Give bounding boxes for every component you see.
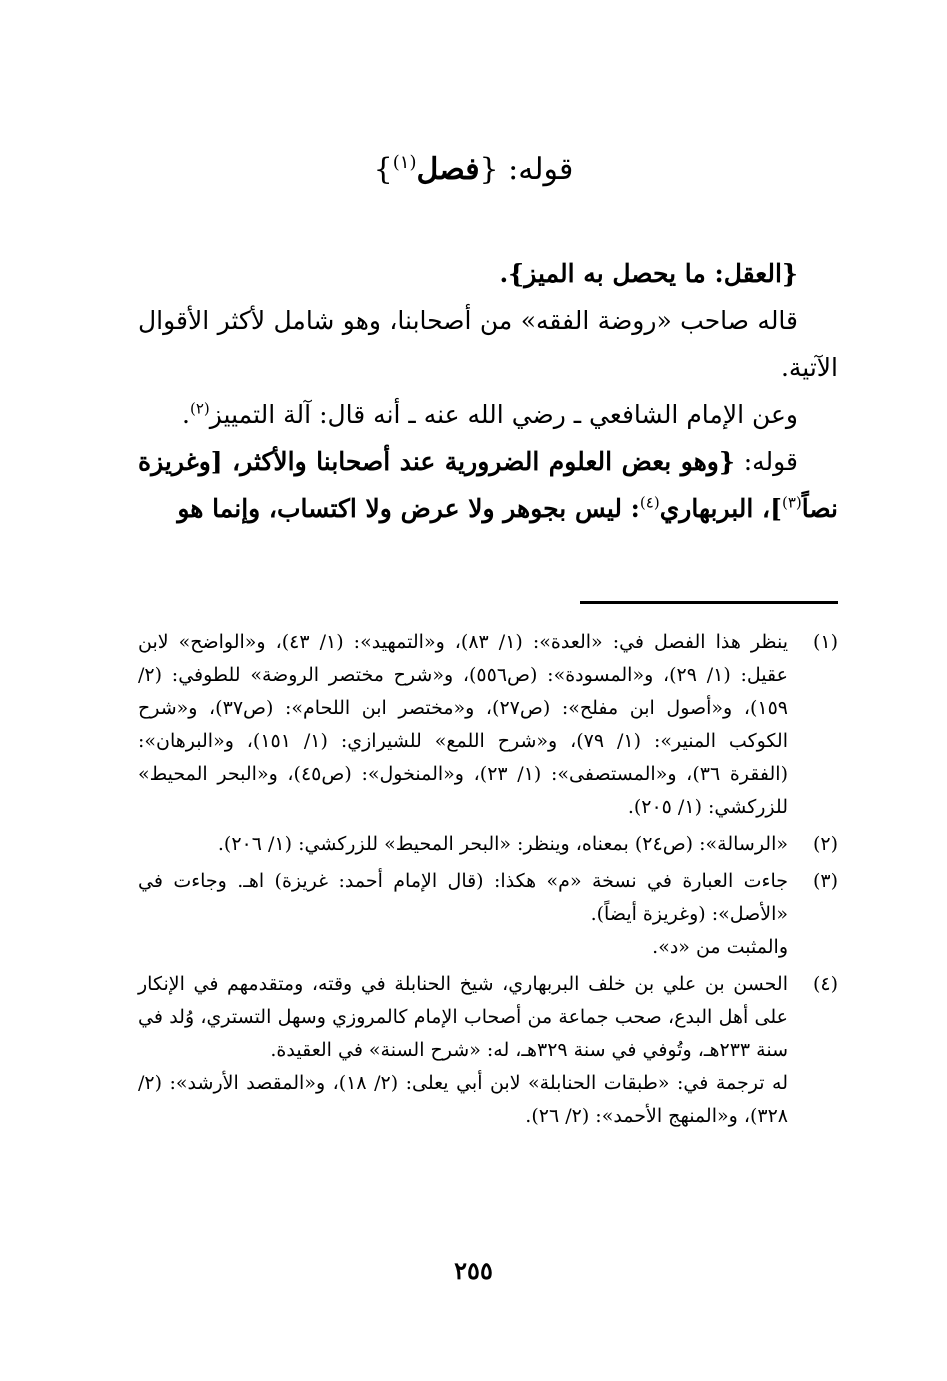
title-suffix: } (373, 152, 393, 187)
body-paragraph-3 (138, 391, 838, 438)
body-paragraph-4-bold-2: ]، البربهاري (659, 494, 782, 523)
title-prefix: قوله: { (479, 152, 574, 187)
footnote-ref-1: (١) (392, 152, 417, 173)
footnote-separator (580, 601, 838, 604)
footnote-4 (138, 968, 838, 1133)
footnote-text: ينظر هذا الفصل في: «العدة»: (١/ ٨٣)، و«التمهيد»: (١/ ٤٣)، و«الواضح» لابن عقيل: (١/ ٢٩)، و«المسودة»: (ص٥٥٦)، و«شرح مختصر الروضة» للطوفي: (٢/ ١٥٩)، و«أصول ابن مفلح»: (ص٢٧)، و«مختصر ابن اللحام»: (ص٣٧)، و«شرح الكوكب المنير»: (١/ ٧٩)، و«شرح اللمع» للشيرازي: (١/ ١٥١)، و«البرهان»: (الفقرة ٣٦)، و«المستصفى»: (١/ ٢٣)، و«المنخول»: (ص٤٥)، و«البحر المحيط» للزركشي: (١/ ٢٠٥). (138, 631, 788, 818)
footnote-ref-4: (٤) (639, 493, 660, 512)
title-word: فصل (416, 152, 480, 187)
footnote-text: والمثبت من «د». (652, 936, 788, 958)
footnote-text: «الرسالة»: (ص٢٤) بمعناه، وينظر: «البحر المحيط» للزركشي: (١/ ٢٠٦). (217, 833, 788, 855)
body-line-1: {العقل: ما يحصل به الميز}. (499, 259, 798, 288)
footnote-number: (٢) (812, 833, 838, 855)
body-paragraph-4-bold-3: : ليس بجوهر ولا عرض ولا اكتساب، وإنما هو (177, 494, 640, 523)
body-paragraph-3-end: . (182, 400, 190, 429)
footnote-text: له ترجمة في: «طبقات الحنابلة» لابن أبي يعلى: (٢/ ١٨)، و«المقصد الأرشد»: (٢/ ٣٢٨)، و«المنهج الأحمد»: (٢/ ٢٦). (138, 1072, 788, 1127)
footnotes (138, 626, 838, 1137)
footnote-text: الحسن بن علي بن خلف البربهاري، شيخ الحنابلة في وقته، ومتقدمهم في الإنكار على أهل البدع، صحب جماعة من أصحاب الإمام كالمروزي وسهل التستري، وُلد في سنة ٢٣٣هـ، وتُوفي في سنة ٣٢٩هـ، له: «شرح السنة» في العقيدة. (138, 973, 788, 1061)
body-paragraph-3-text: وعن الإمام الشافعي ـ رضي الله عنه ـ أنه قال: آلة التمييز (209, 400, 798, 429)
footnote-3 (138, 865, 838, 964)
body-paragraph-4-bold-1: {وهو بعض العلوم الضرورية عند أصحابنا والأكثر، [وغريزة نصاً (138, 447, 838, 523)
footnote-2 (138, 828, 838, 861)
footnote-number: (٣) (812, 870, 838, 892)
body-paragraph-4 (138, 438, 838, 532)
main-text (138, 250, 838, 532)
footnote-1 (138, 626, 838, 824)
footnote-number: (١) (812, 631, 838, 653)
footnote-text: جاءت العبارة في نسخة «م» هكذا: (قال الإمام أحمد: غريزة) اهـ. وجاءت في «الأصل»: (وغريزة أيضاً). (138, 870, 788, 925)
body-paragraph-2: قاله صاحب «روضة الفقه» من أصحابنا، وهو شامل لأكثر الأقوال الآتية. (138, 306, 838, 382)
footnote-number: (٤) (812, 973, 838, 995)
footnote-ref-3: (٣) (781, 493, 802, 512)
footnote-ref-2: (٢) (189, 399, 210, 418)
section-title (0, 145, 947, 195)
page-number: ٢٥٥ (454, 1256, 493, 1285)
body-paragraph-4-prefix: قوله: (743, 447, 798, 476)
